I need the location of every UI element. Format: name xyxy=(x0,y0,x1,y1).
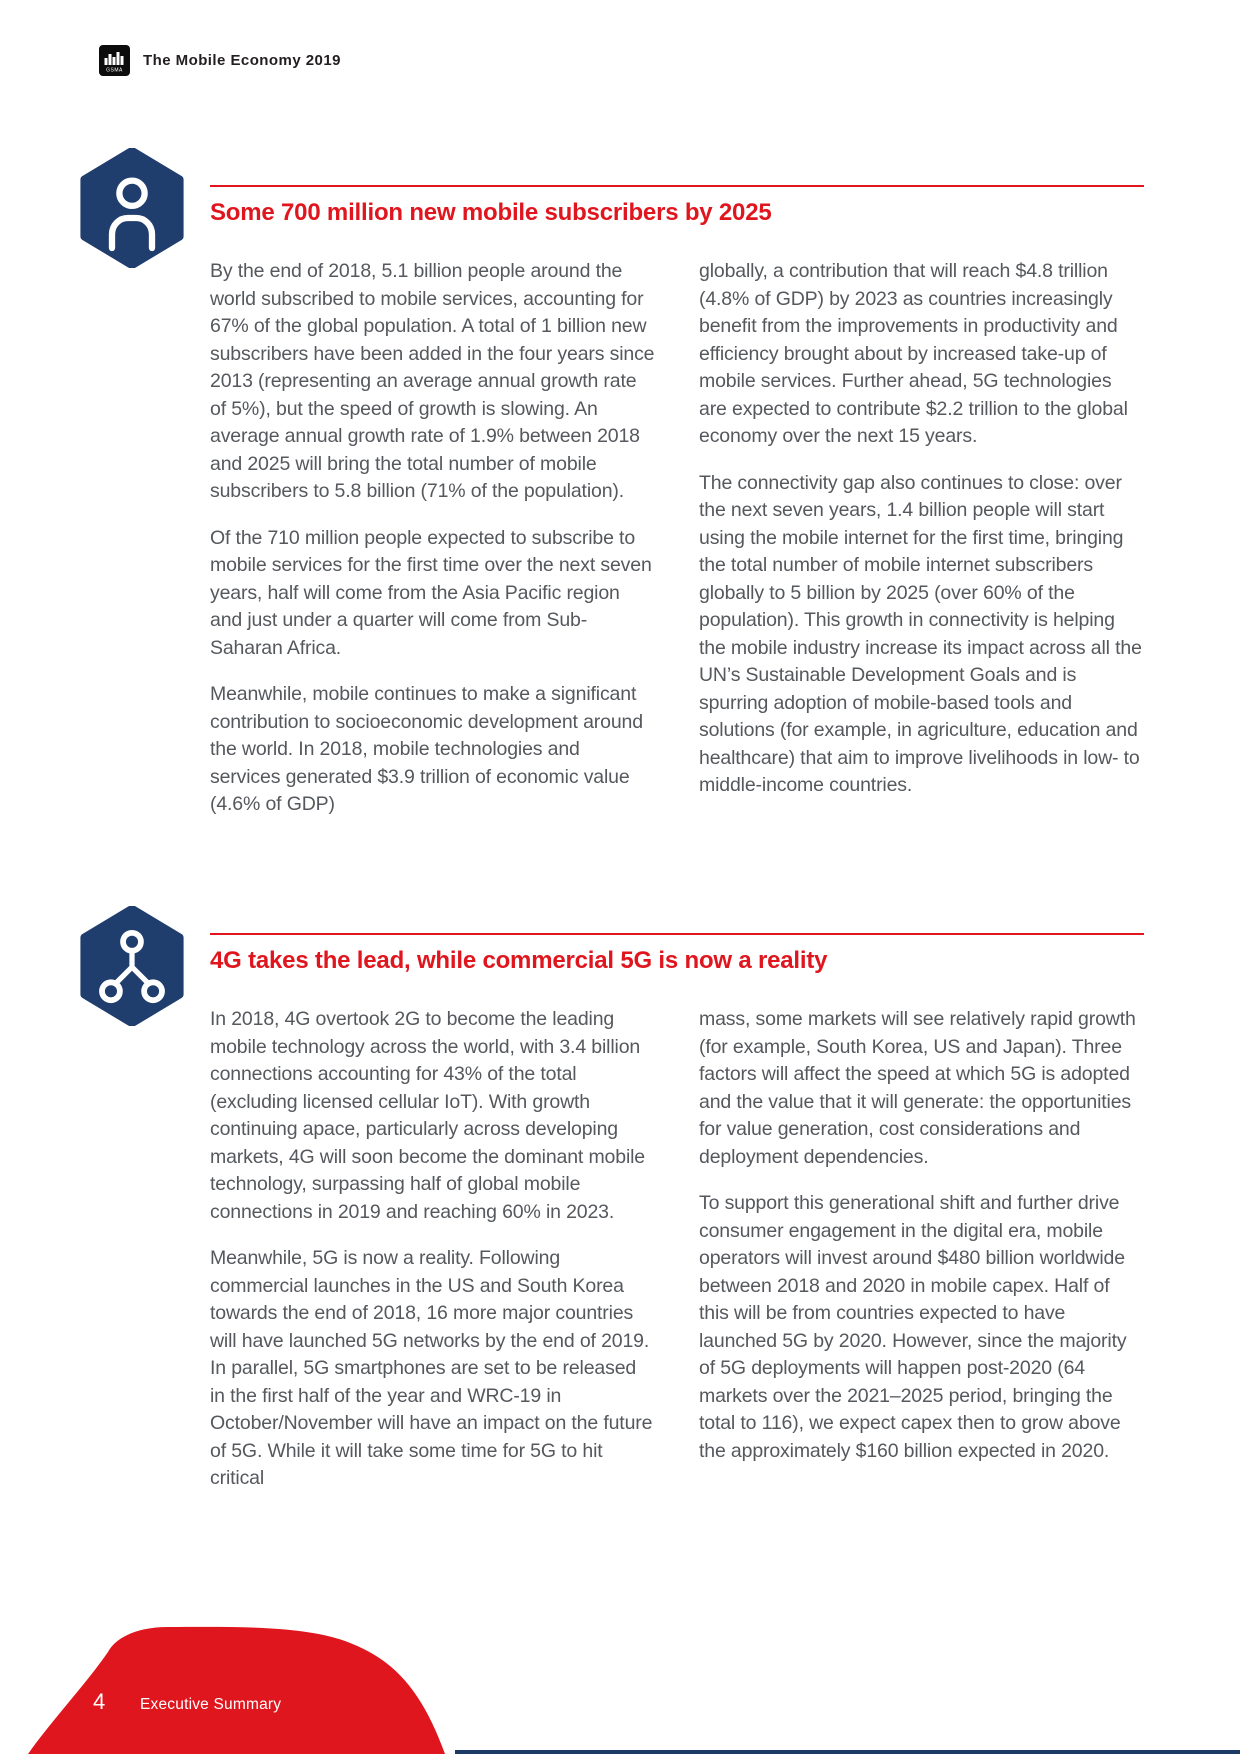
section-title: Some 700 million new mobile subscribers by 2025 xyxy=(210,199,772,226)
paragraph: By the end of 2018, 5.1 billion people around the world subscribed to mobile services, accounting for 67% of the global population. A total of 1 billion new subscribers have been added in the four years since 2013 (representing an average annual growth rate of 5%), but the speed of growth is slowing. An average annual growth rate of 1.9% between 2018 and 2025 will bring the total number of mobile subscribers to 5.8 billion (71% of the population). xyxy=(210,260,655,502)
person-icon xyxy=(79,148,185,268)
svg-text:GSMA: GSMA xyxy=(106,67,123,74)
paragraph: The connectivity gap also continues to close: over the next seven years, 1.4 billion people will start using the mobile internet for the first time, bringing the total number of mobile internet subscribers globally to 5 billion by 2025 (over 60% of the population). This growth in connectivity is helping the mobile industry increase its impact across all the UN’s Sustainable Development Goals and is spurring adoption of mobile-based tools and solutions (for example, in agriculture, education and healthcare) that aim to improve livelihoods in low- to middle-income countries. xyxy=(699,471,1142,796)
page-number: 4 xyxy=(93,1689,106,1714)
section-subscribers xyxy=(210,185,1144,819)
page-header xyxy=(99,45,341,76)
right-column xyxy=(699,1006,1144,1493)
paragraph: Meanwhile, 5G is now a reality. Following commercial launches in the US and South Korea towards the end of 2018, 16 more major countries will have launched 5G networks by the end of 2019. In parallel, 5G smartphones are set to be released in the first half of the year and WRC-19 in October/November will have an impact on the future of 5G. While it will take some time for 5G to hit critical xyxy=(210,1247,653,1489)
section-4g-5g xyxy=(210,933,1144,1493)
red-rule xyxy=(210,185,1144,187)
paragraph: To support this generational shift and further drive consumer engagement in the digital era, mobile operators will invest around $480 billion worldwide between 2018 and 2020 in mobile capex. Half of this will be from countries expected to have launched 5G by 2020. However, since the majority of 5G deployments will happen post-2020 (64 markets over the 2021–2025 period, bringing the total to 116), we expect capex then to grow above the approximately $160 billion expected in 2020. xyxy=(699,1192,1127,1462)
left-column xyxy=(210,258,655,819)
left-column xyxy=(210,1006,655,1493)
paragraph: Of the 710 million people expected to subscribe to mobile services for the first time over the next seven years, half will come from the Asia Pacific region and just under a quarter will come from Sub-Saharan Africa. xyxy=(210,526,652,659)
page-footer xyxy=(93,1689,281,1715)
footer-section-label: Executive Summary xyxy=(140,1696,282,1713)
section-title: 4G takes the lead, while commercial 5G is now a reality xyxy=(210,947,828,974)
paragraph: globally, a contribution that will reach $4.8 trillion (4.8% of GDP) by 2023 as countries increasingly benefit from the improvements in productivity and efficiency brought about by increased take-up of mobile services. Further ahead, 5G technologies are expected to contribute $2.2 trillion to the global economy over the next 15 years. xyxy=(699,260,1128,447)
paragraph: mass, some markets will see relatively rapid growth (for example, South Korea, US and Japan). Three factors will affect the speed at which 5G is adopted and the value that it will generate: the opportunities for value generation, cost considerations and deployment dependencies. xyxy=(699,1008,1136,1168)
next-page-edge xyxy=(455,1750,1240,1754)
gsma-logo xyxy=(99,45,130,76)
right-column xyxy=(699,258,1144,819)
two-column-text xyxy=(210,1006,1144,1493)
two-column-text xyxy=(210,258,1144,819)
paragraph: Meanwhile, mobile continues to make a significant contribution to socioeconomic development around the world. In 2018, mobile technologies and services generated $3.9 trillion of economic value (4.6% of GDP) xyxy=(210,683,643,815)
network-icon xyxy=(79,906,185,1026)
paragraph: In 2018, 4G overtook 2G to become the leading mobile technology across the world, with 3.4 billion connections accounting for 43% of the total (excluding licensed cellular IoT). With growth continuing apace, particularly across developing markets, 4G will soon become the dominant mobile technology, surpassing half of global mobile connections in 2019 and reaching 60% in 2023. xyxy=(210,1008,646,1223)
red-rule xyxy=(210,933,1144,935)
report-title: The Mobile Economy 2019 xyxy=(143,52,341,69)
footer-red-shape xyxy=(0,1622,1240,1754)
